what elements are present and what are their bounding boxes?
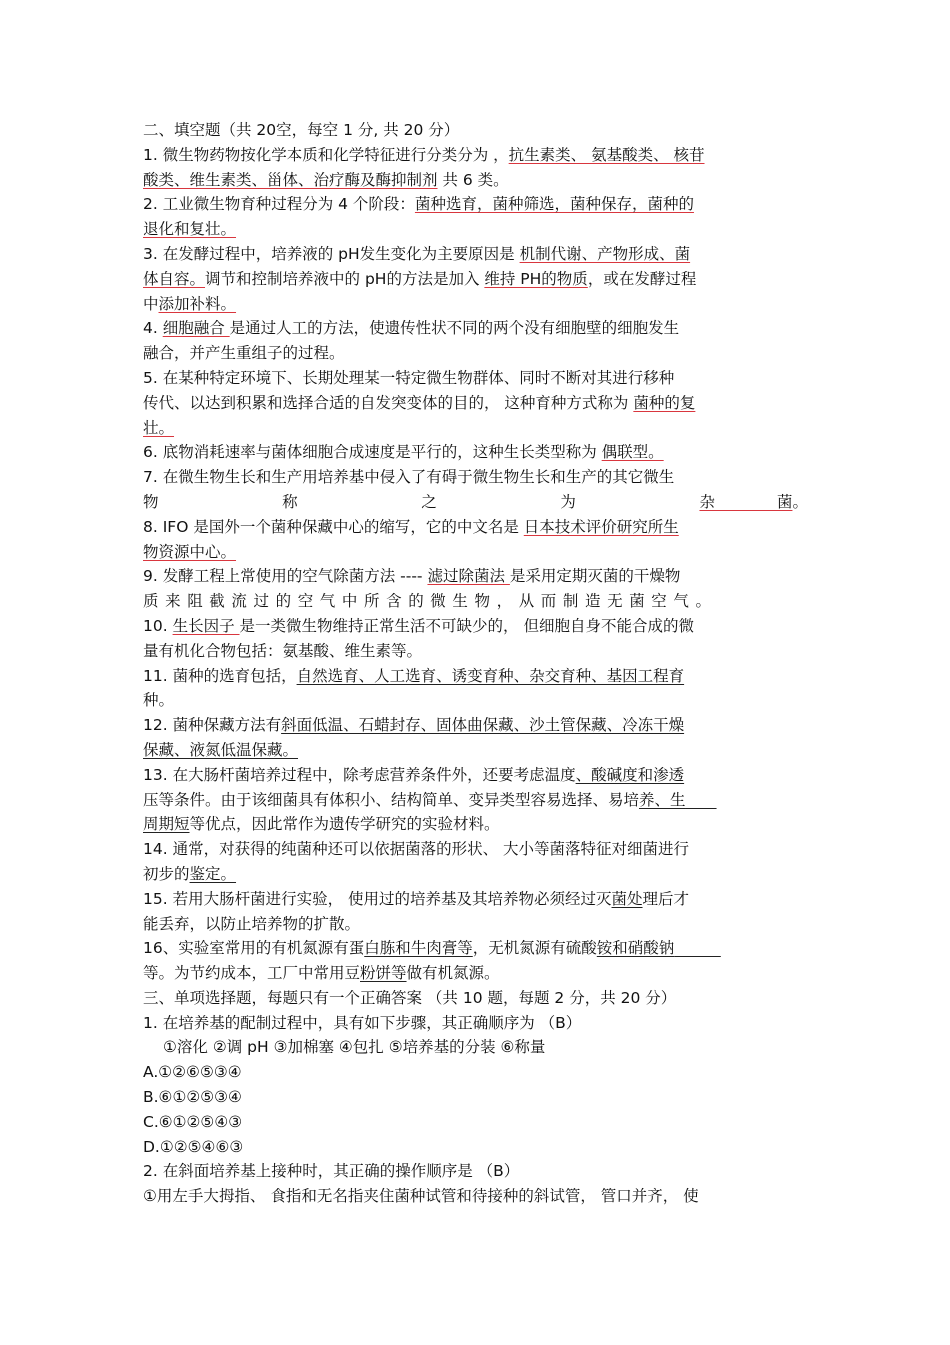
q9-answer: 滤过除菌法 — [427, 567, 510, 586]
q12-answer-cont: 保藏、液氮低温保藏。 — [143, 740, 299, 759]
section-3-heading: 三、单项选择题，每题只有一个正确答案 （共 10 题，每题 2 分，共 20 分） — [143, 988, 677, 1007]
q16-blank — [674, 939, 721, 957]
q6-answer: 偶联型。 — [601, 443, 664, 462]
q1-answer: 抗生素类、 氨基酸类、 核苷 — [508, 145, 705, 164]
q13-answer-3: 周期短 — [143, 815, 190, 834]
q7-justified-line — [143, 490, 808, 515]
q2-answer: 菌种选育，菌种筛选，菌种保存，菌种的 — [414, 195, 694, 214]
q5-text-cont: 传代、以达到积累和选择合适的自发突变体的目的， 这种育种方式称为 — [143, 393, 634, 412]
mc1-option-a: A.①②⑥⑤③④ — [143, 1063, 242, 1082]
mc2-text: ①用左手大拇指、 食指和无名指夹住菌种试管和待接种的斜试管， 管口并齐， 使 — [143, 1187, 699, 1206]
q13-answer-2: 养、生 — [639, 790, 686, 809]
q11-answer-cont: 种。 — [143, 691, 175, 710]
q3-text-end: ，或在发酵过程 — [587, 269, 697, 288]
q7-end: 。 — [792, 492, 808, 511]
question-7 — [143, 465, 808, 515]
document-page — [143, 118, 808, 1209]
section-2-heading: 二、填空题（共 20空，每空 1 分, 共 20 分） — [143, 121, 460, 139]
question-15 — [143, 887, 808, 937]
q8-text: 8. IFO 是国外一个菌种保藏中心的缩写，它的中文名是 — [143, 517, 524, 536]
q10-answer: 生长因子 — [172, 616, 240, 635]
question-16 — [143, 936, 808, 986]
q13-text: 13. 在大肠杆菌培养过程中，除考虑营养条件外，还要考虑温度 — [143, 765, 576, 784]
q16-answer-3: 粉饼等 — [360, 964, 407, 983]
q4-text-cont: 融合，并产生重组子的过程。 — [143, 344, 345, 363]
q3-text-mid: 调节和控制培养液中的 pH的方法是加入 — [205, 269, 485, 288]
q13-answer: 、酸碱度和渗透 — [575, 765, 685, 784]
q16-text-mid: ，无机氮源有硫酸 — [472, 939, 597, 958]
q16-answer-2: 铵和硝酸钠 — [596, 939, 675, 958]
q3-answer-3: 添加补料。 — [158, 294, 237, 313]
q7-text: 7. 在微生物生长和生产用培养基中侵入了有碍于微生物生长和生产的其它微生 — [143, 468, 675, 487]
q3-answer-cont: 体自容。 — [143, 269, 206, 288]
q6-text: 6. 底物消耗速率与菌体细胞合成速度是平行的，这种生长类型称为 — [143, 443, 602, 462]
q16-text-end: 做有机氮源。 — [406, 964, 500, 983]
q9-text-end: 是采用定期灭菌的干燥物 — [509, 567, 681, 586]
q7-word: 称 — [282, 492, 298, 511]
q9-text-cont: 质来阻截流过的空气中所含的微生物，从而制造无菌空气。 — [143, 592, 718, 611]
q2-answer-cont: 退化和复壮。 — [143, 220, 237, 239]
q9-text: 9. 发酵工程上常使用的空气除菌方法 ---- — [143, 567, 428, 586]
mc1-option-b: B.⑥①②⑤③④ — [143, 1088, 242, 1107]
q7-answer: 杂 菌 — [699, 492, 793, 511]
q7-word: 物 — [143, 492, 159, 511]
q15-text-cont: 能丢弃，以防止培养物的扩散。 — [143, 914, 361, 933]
q16-answer: 白胨和牛肉膏等 — [364, 939, 473, 958]
q4-answer: 细胞融合 — [162, 319, 230, 338]
question-5 — [143, 366, 808, 440]
q5-answer: 菌种的复 — [633, 393, 696, 412]
q14-text: 14. 通常，对获得的纯菌种还可以依据菌落的形状、 大小等菌落特征对细菌进行 — [143, 840, 690, 859]
q4-text: 是通过人工的方法，使遗传性状不同的两个没有细胞壁的细胞发生 — [229, 319, 680, 338]
question-6 — [143, 440, 808, 465]
question-14 — [143, 837, 808, 887]
mc1-stem: 1. 在培养基的配制过程中，具有如下步骤，其正确顺序为 （B） — [143, 1013, 582, 1032]
q14-text-cont: 初步的 — [143, 864, 190, 883]
q16-text-cont: 等。为节约成本，工厂中常用豆 — [143, 964, 361, 983]
q16-text: 16、实验室常用的有机氮源有蛋 — [143, 939, 365, 958]
q11-answer: 自然选育、人工选育、诱变育种、杂交育种、基因工程育 — [296, 666, 685, 685]
q2-text: 2. 工业微生物育种过程分为 4 个阶段： — [143, 195, 415, 214]
mc-question-2 — [143, 1159, 808, 1209]
q1-text: 1. 微生物药物按化学本质和化学特征进行分类分为 ， — [143, 145, 509, 164]
question-1 — [143, 143, 808, 193]
question-11 — [143, 664, 808, 714]
question-10 — [143, 614, 808, 664]
q11-text: 11. 菌种的选育包括， — [143, 666, 297, 685]
question-13 — [143, 763, 808, 837]
q3-text-l3: 中 — [143, 294, 159, 313]
mc1-option-d: D.①②⑤④⑥③ — [143, 1137, 244, 1156]
q4-num: 4. — [143, 319, 163, 338]
question-4 — [143, 316, 808, 366]
mc2-stem: 2. 在斜面培养基上接种时，其正确的操作顺序是 （B） — [143, 1162, 520, 1181]
q10-text: 是一类微生物维持正常生活不可缺少的， 但细胞自身不能合成的微 — [239, 616, 694, 635]
q5-text: 5. 在某种特定环境下、长期处理某一特定微生物群体、同时不断对其进行移种 — [143, 368, 675, 387]
q12-answer: 斜面低温、石蜡封存、固体曲保藏、沙土管保藏、冷冻干燥 — [281, 716, 685, 735]
q10-text-cont: 量有机化合物包括：氨基酸、维生素等。 — [143, 641, 423, 660]
q5-answer-cont: 壮。 — [143, 418, 175, 437]
q1-text-end: 共 6 类。 — [437, 170, 509, 189]
question-8 — [143, 515, 808, 565]
q3-text: 3. 在发酵过程中，培养液的 pH发生变化为主要原因是 — [143, 244, 520, 263]
q14-answer: 鉴定。 — [189, 864, 237, 883]
question-9 — [143, 564, 808, 614]
mc1-option-c: C.⑥①②⑤④③ — [143, 1112, 243, 1131]
q15-answer: 菌处 — [611, 889, 643, 908]
q15-text: 15. 若用大肠杆菌进行实验， 使用过的培养基及其培养物必须经过灭 — [143, 889, 612, 908]
mc1-steps: ①溶化 ②调 pH ③加棉塞 ④包扎 ⑤培养基的分装 ⑥称量 — [163, 1038, 546, 1057]
q10-num: 10. — [143, 616, 173, 635]
q1-answer-cont: 酸类、维生素类、甾体、治疗酶及酶抑制剂 — [143, 170, 438, 189]
q13-text-end: 等优点，因此常作为遗传学研究的实验材料。 — [189, 815, 500, 834]
q7-word: 为 — [560, 492, 576, 511]
question-3 — [143, 242, 808, 316]
question-2 — [143, 192, 808, 242]
q3-answer-2: 维持 PH的物质 — [484, 269, 588, 288]
q12-text: 12. 菌种保藏方法有 — [143, 716, 282, 735]
q8-answer: 日本技术评价研究所生 — [523, 517, 679, 536]
q13-blank — [686, 791, 717, 809]
q3-answer: 机制代谢、产物形成、菌 — [519, 244, 691, 263]
q13-text-cont: 压等条件。由于该细菌具有体积小、结构简单、变异类型容易选择、易培 — [143, 790, 640, 809]
q7-word: 之 — [421, 492, 437, 511]
mc-question-1 — [143, 1011, 808, 1160]
q15-text-end: 理后才 — [642, 889, 690, 908]
question-12 — [143, 713, 808, 763]
q8-answer-cont: 物资源中心。 — [143, 542, 237, 561]
